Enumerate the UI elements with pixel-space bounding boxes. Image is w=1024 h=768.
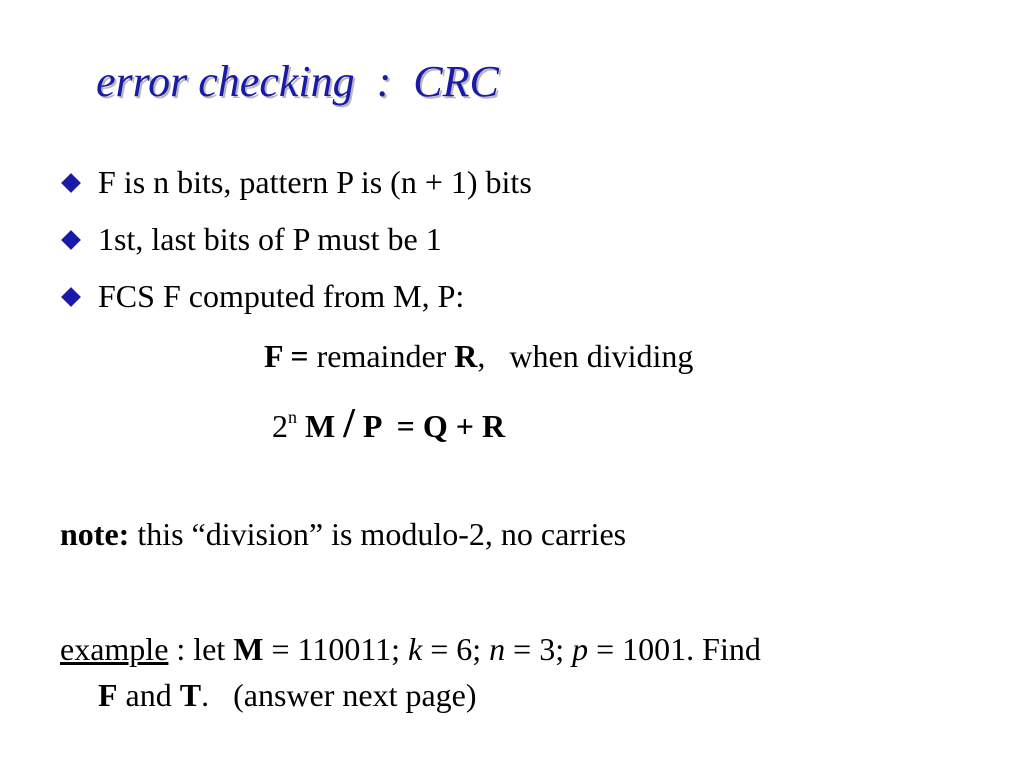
bullet-item (62, 217, 982, 274)
example-f: F (98, 677, 118, 713)
bullet-item (62, 274, 982, 331)
diamond-bullet-icon (61, 230, 81, 250)
example-label: example (60, 631, 169, 667)
bullet-text: 1st, last bits of P must be 1 (98, 221, 442, 257)
formula-f: F (264, 338, 283, 374)
remainder-formula (264, 334, 693, 378)
formula-remainder-word: remainder (316, 338, 455, 374)
formula-r: R (454, 338, 478, 374)
example-m-value: = 110011; (263, 631, 409, 667)
example-tail: . (answer next page) (201, 677, 477, 713)
formula-when-dividing: , when dividing (477, 338, 694, 374)
formula2-r: R (482, 408, 506, 444)
formula-plus: + (447, 408, 483, 444)
example-k: k (408, 631, 423, 667)
note-label: note: (60, 516, 130, 552)
example-paragraph (60, 626, 980, 718)
slide-title: error checking : CRC (96, 57, 499, 106)
example-p: p (572, 631, 589, 667)
diamond-bullet-icon (61, 173, 81, 193)
formula-base: 2 (272, 408, 288, 444)
formula-slash: / (343, 401, 355, 447)
formula2-equals: = (380, 408, 423, 444)
example-k-value: = 6; (422, 631, 490, 667)
bullet-text: F is n bits, pattern P is (n + 1) bits (98, 164, 532, 200)
formula-equals: = (282, 338, 317, 374)
bullet-text: FCS F computed from M, P: (98, 278, 465, 314)
division-formula (272, 392, 505, 451)
example-t: T (179, 677, 202, 713)
example-line-2 (60, 672, 980, 718)
formula-m: M (305, 408, 336, 444)
example-m: M (233, 631, 264, 667)
bullet-list (62, 160, 982, 331)
formula-exponent: n (288, 407, 297, 427)
note-paragraph (60, 512, 626, 556)
note-text: this “division” is modulo-2, no carries (129, 516, 627, 552)
bullet-item (62, 160, 982, 217)
example-line-1 (60, 626, 980, 672)
example-let: : let (168, 631, 234, 667)
formula-p: P (362, 408, 381, 444)
example-p-value: = 1001. Find (588, 631, 761, 667)
formula-q: Q (422, 408, 448, 444)
example-and: and (117, 677, 180, 713)
diamond-bullet-icon (61, 287, 81, 307)
example-n: n (489, 631, 506, 667)
example-n-value: = 3; (505, 631, 573, 667)
